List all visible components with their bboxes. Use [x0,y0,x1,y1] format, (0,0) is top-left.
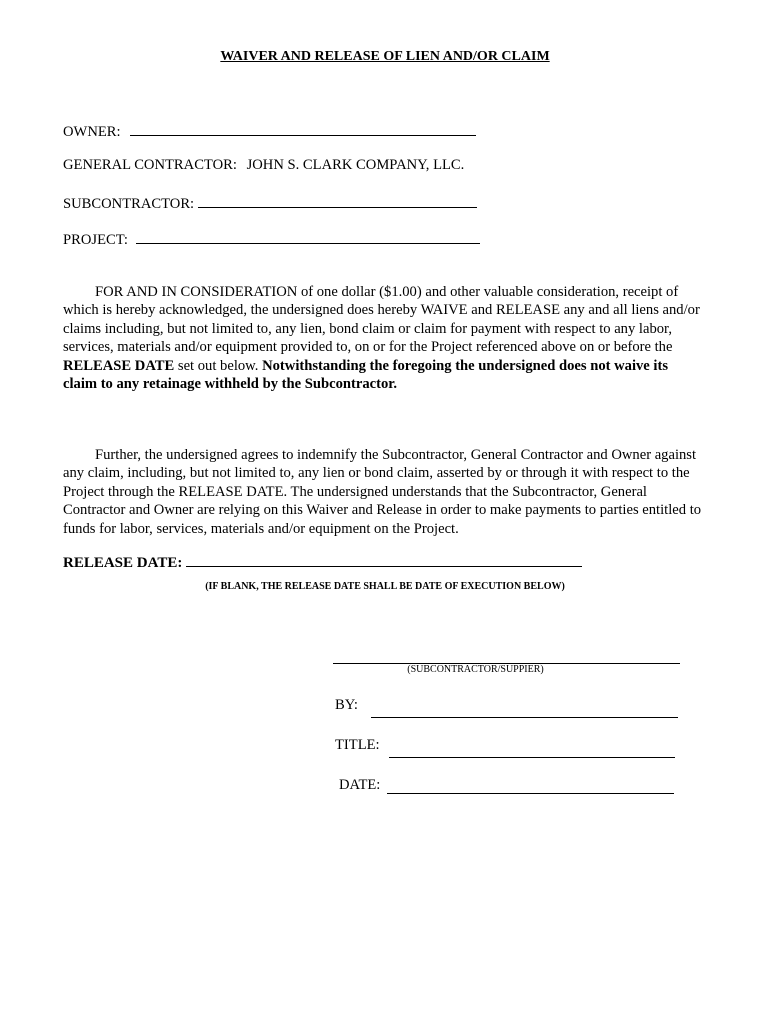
release-date-label: RELEASE DATE: [63,555,183,571]
indemnify-paragraph [63,446,705,538]
waiver-text-2: set out below. [174,357,263,374]
by-field [335,697,358,714]
subcontractor-signature-caption: (SUBCONTRACTOR/SUPPIER) [407,664,544,675]
title-field [335,737,380,754]
subcontractor-blank[interactable] [198,193,477,208]
release-date-field [63,553,582,572]
release-date-note: (IF BLANK, THE RELEASE DATE SHALL BE DATE OF EXECUTION BELOW) [205,581,565,592]
subcontractor-field [63,193,477,213]
owner-field [63,121,476,141]
release-date-blank[interactable] [186,553,582,567]
by-blank[interactable] [371,716,678,718]
waiver-paragraph [63,283,705,393]
indemnify-text: Further, the undersigned agrees to indemnify the Subcontractor, General Contractor and Owner against any claim, including, but not limited to, any lien or bond claim, asserted by or through it with respect to the Project through the RELEASE DATE. The undersigned understands that the Subcontractor, General Contractor and Owner are relying on this Waiver and Release in order to make payments to parties entitled to funds for labor, services, materials and/or equipment on the Project. [63,447,702,537]
waiver-retainage-clause: Notwithstanding the foregoing the undersigned does not waive its claim to any retainage withheld by the Subcontractor. [63,357,669,393]
date-blank[interactable] [387,792,674,794]
owner-label: OWNER: [63,124,121,140]
document-title: WAIVER AND RELEASE OF LIEN AND/OR CLAIM [220,49,550,64]
subcontractor-label: SUBCONTRACTOR: [63,196,195,212]
general-contractor-field [63,157,464,174]
general-contractor-value: JOHN S. CLARK COMPANY, LLC. [246,157,465,173]
title-label: TITLE: [335,737,380,753]
project-label: PROJECT: [63,232,128,248]
date-field [339,777,380,794]
general-contractor-label: GENERAL CONTRACTOR: [63,157,237,173]
date-label: DATE: [339,777,381,793]
title-blank[interactable] [389,756,675,758]
waiver-text-1: FOR AND IN CONSIDERATION of one dollar ($1.00) and other valuable consideration, receipt of which is hereby acknowledged, the undersigned does hereby WAIVE and RELEASE any and all liens and/or claims including, but not limited to, any lien, bond claim or claim for payment with respect to any labor, services, materials and/or equipment provided to, on or for the Project referenced above on or before the [63,284,700,356]
owner-blank[interactable] [130,121,476,136]
by-label: BY: [335,697,358,713]
project-blank[interactable] [136,229,480,244]
waiver-release-date-bold: RELEASE DATE [63,357,175,374]
project-field [63,229,480,249]
